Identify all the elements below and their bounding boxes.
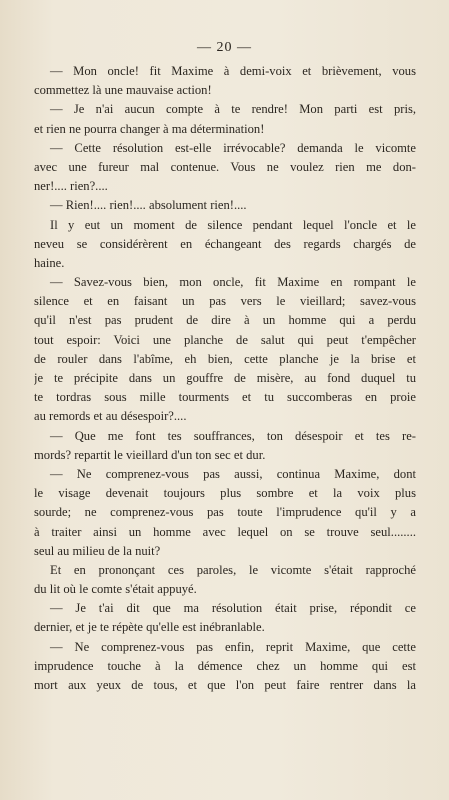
text-line: imprudence touche à la démence chez un homme qui est bbox=[34, 658, 416, 673]
text-line: ner!.... rien?.... bbox=[34, 179, 108, 194]
text-line: du lit où le comte s'était appuyé. bbox=[34, 582, 197, 597]
text-line: — Je t'ai dit que ma résolution était prise, répondit ce bbox=[50, 601, 416, 616]
text-line: seul au milieu de la nuit? bbox=[34, 543, 161, 558]
text-line: neveu se considérèrent en échangeant des regards chargés de bbox=[34, 236, 416, 251]
text-line: tout espoir: Voici une planche de salut qui peut t'empêcher bbox=[34, 332, 416, 347]
text-line: — Ne comprenez-vous pas aussi, continua Maxime, dont bbox=[50, 466, 416, 481]
text-line: mort aux yeux de tous, et que l'on peut faire rentrer dans la bbox=[34, 678, 416, 692]
text-line: commettez là une mauvaise action! bbox=[34, 83, 212, 98]
body-text bbox=[34, 62, 416, 695]
text-line: haine. bbox=[34, 255, 65, 270]
text-line: — Mon oncle! fit Maxime à demi-voix et brièvement, vous bbox=[50, 64, 416, 78]
text-line: et rien ne pourra changer à ma détermination! bbox=[34, 121, 265, 136]
text-line: le visage devenait toujours plus sombre et la voix plus bbox=[34, 486, 416, 501]
text-line: silence et en faisant un pas vers le vieillard; savez-vous bbox=[34, 294, 416, 309]
text-line: — Rien!.... rien!.... absolument rien!.... bbox=[50, 198, 247, 213]
text-line: qu'il n'est pas prudent de dire à un homme qui a perdu bbox=[34, 313, 416, 328]
text-line: — Cette résolution est-elle irrévocable? demanda le vicomte bbox=[50, 140, 416, 155]
text-line: te tordras sous mille tourments et tu succomberas en proie bbox=[34, 390, 416, 405]
text-line: sourde; ne comprenez-vous pas toute l'imprudence qu'il y a bbox=[34, 505, 416, 520]
text-line: Il y eut un moment de silence pendant lequel l'oncle et le bbox=[50, 217, 416, 232]
page-number: — 20 — bbox=[197, 40, 252, 55]
text-line: à traiter ainsi un homme avec lequel on se trouve seul........ bbox=[34, 524, 416, 539]
text-line: de rouler dans l'abîme, eh bien, cette planche je la brise et bbox=[34, 351, 416, 366]
text-line: je te précipite dans un gouffre de misère, au fond duquel tu bbox=[34, 371, 416, 385]
text-line: au remords et au désespoir?.... bbox=[34, 409, 187, 424]
text-line: mords? repartit le vieillard d'un ton sec et dur. bbox=[34, 447, 266, 462]
text-line: — Savez-vous bien, mon oncle, fit Maxime en rompant le bbox=[50, 275, 416, 290]
text-line: — Je n'ai aucun compte à te rendre! Mon parti est pris, bbox=[50, 102, 416, 117]
text-line: — Ne comprenez-vous pas enfin, reprit Maxime, que cette bbox=[50, 639, 416, 654]
text-line: Et en prononçant ces paroles, le vicomte s'était rapproché bbox=[50, 562, 416, 577]
text-line: — Que me font tes souffrances, ton désespoir et tes re- bbox=[50, 428, 416, 443]
text-line: avec une fureur mal contenue. Vous ne voulez rien me don- bbox=[34, 159, 416, 174]
text-line: dernier, et je te répète qu'elle est inébranlable. bbox=[34, 620, 265, 635]
